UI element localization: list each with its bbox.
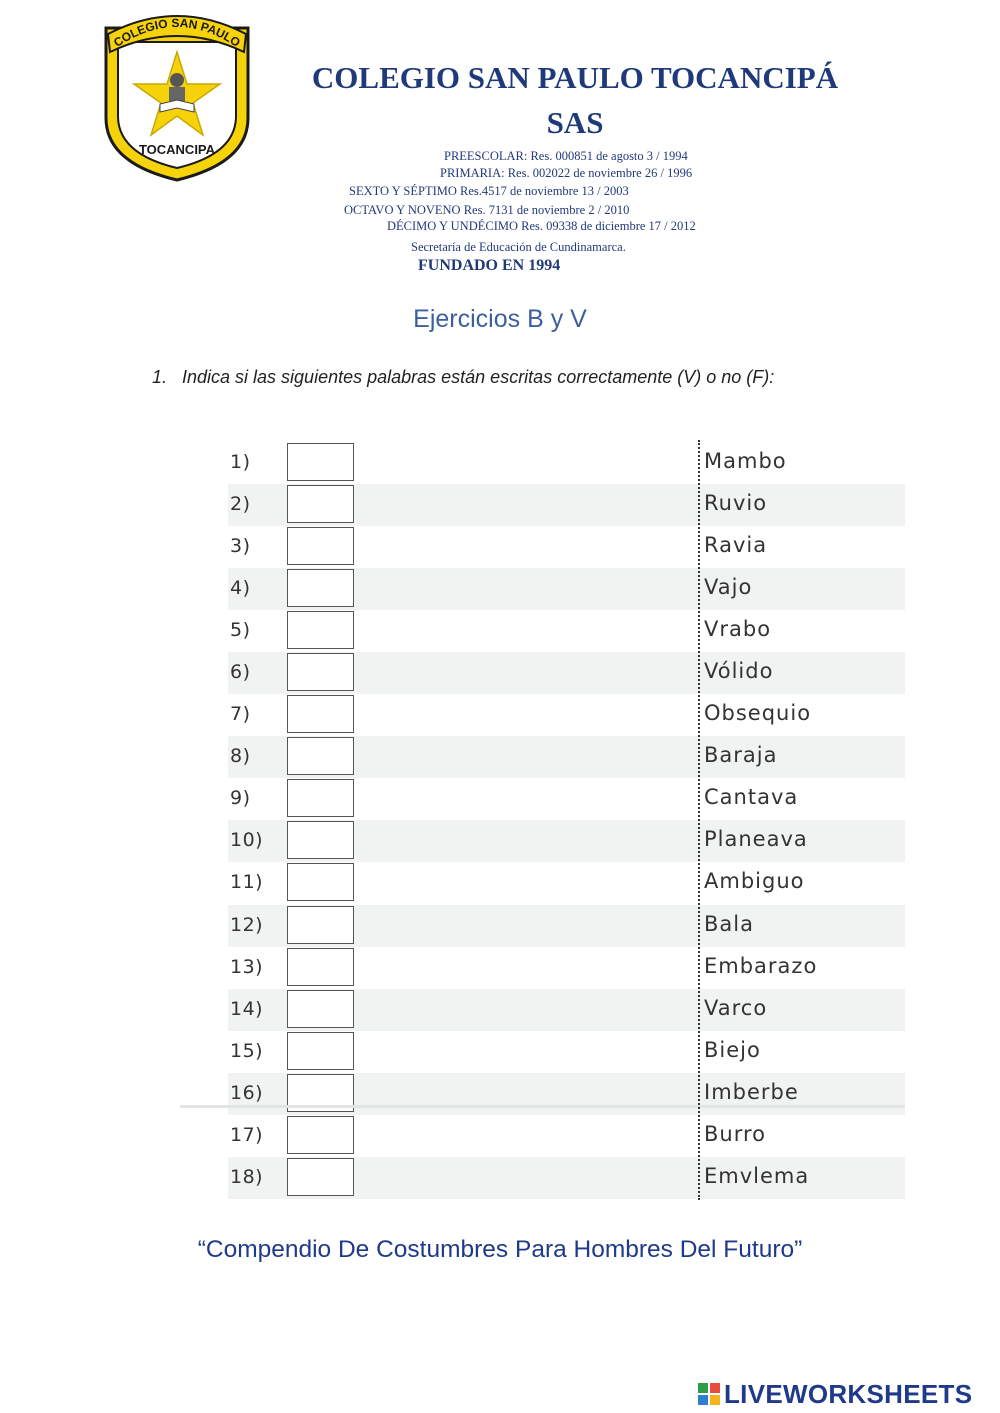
answer-box[interactable] <box>287 990 354 1028</box>
item-number: 11) <box>230 871 264 894</box>
item-number: 2) <box>230 493 251 516</box>
item-word: Cantava <box>704 785 799 810</box>
item-word: Baraja <box>704 743 778 768</box>
instruction-text: Indica si las siguientes palabras están escritas correctamente (V) o no (F): <box>182 367 775 387</box>
item-number: 4) <box>230 577 251 600</box>
item-number: 1) <box>230 451 251 473</box>
answer-box[interactable] <box>287 1116 354 1154</box>
answer-box[interactable] <box>287 695 354 733</box>
table-row <box>228 820 905 862</box>
table-row <box>228 526 905 568</box>
answer-box[interactable] <box>287 1032 354 1070</box>
item-number: 8) <box>230 745 251 768</box>
item-word: Imberbe <box>704 1079 799 1104</box>
table-row <box>228 610 905 652</box>
table-row <box>228 1115 905 1157</box>
item-word: Mambo <box>704 449 787 473</box>
table-row <box>228 652 905 694</box>
table-row <box>228 778 905 820</box>
instruction <box>152 367 774 388</box>
word-table <box>228 442 905 1199</box>
item-word: Vajo <box>704 575 753 600</box>
item-word: Embarazo <box>704 953 818 978</box>
liveworksheets-text: LIVEWORKSHEETS <box>724 1378 973 1409</box>
item-number: 14) <box>230 997 264 1020</box>
table-row <box>228 484 905 526</box>
answer-box[interactable] <box>287 821 354 859</box>
resolution-primaria: PRIMARIA: Res. 002022 de noviembre 26 / 1996 <box>440 166 693 180</box>
answer-box[interactable] <box>287 948 354 986</box>
resolution-preescolar: PREESCOLAR: Res. 000851 de agosto 3 / 1994 <box>444 149 688 163</box>
table-row <box>228 947 905 989</box>
table-row <box>228 1157 905 1199</box>
item-word: Burro <box>704 1121 767 1146</box>
item-word: Ruvio <box>704 491 768 516</box>
table-row <box>228 442 905 484</box>
item-word: Ravia <box>704 533 768 558</box>
item-word: Bala <box>704 911 754 936</box>
liveworksheets-watermark <box>698 1377 972 1411</box>
faint-divider <box>180 1105 905 1108</box>
table-row <box>228 1073 905 1115</box>
motto: “Compendio De Costumbres Para Hombres Del Futuro” <box>197 1236 803 1263</box>
item-word: Obsequio <box>704 701 812 726</box>
item-number: 13) <box>230 955 264 978</box>
school-title-line2: SAS <box>546 105 604 140</box>
answer-box[interactable] <box>287 527 354 565</box>
table-row <box>228 905 905 947</box>
item-word: Biejo <box>704 1037 761 1062</box>
answer-box[interactable] <box>287 737 354 775</box>
crest-bottom-text: TOCANCIPA <box>138 142 216 157</box>
answer-box[interactable] <box>287 863 354 901</box>
dotted-column-divider <box>698 440 700 1200</box>
item-word: Varco <box>704 995 768 1020</box>
item-word: Ambiguo <box>704 869 805 894</box>
resolution-octavo-noveno: OCTAVO Y NOVENO Res. 7131 de noviembre 2 / 2010 <box>344 203 630 217</box>
answer-box[interactable] <box>287 906 354 944</box>
item-number: 5) <box>230 619 251 642</box>
item-number: 12) <box>230 913 264 936</box>
item-number: 9) <box>230 787 251 810</box>
item-number: 15) <box>230 1039 264 1062</box>
item-number: 16) <box>230 1081 264 1104</box>
item-word: Planeava <box>704 827 808 852</box>
answer-box[interactable] <box>287 653 354 691</box>
table-row <box>228 694 905 736</box>
item-word: Vólido <box>704 659 774 684</box>
liveworksheets-logo-icon <box>698 1383 720 1405</box>
item-word: Vrabo <box>704 617 772 642</box>
school-crest-logo <box>98 8 256 184</box>
answer-box[interactable] <box>287 485 354 523</box>
item-number: 18) <box>230 1165 264 1188</box>
school-title-line1: COLEGIO SAN PAULO TOCANCIPÁ <box>311 60 839 95</box>
item-number: 6) <box>230 661 251 684</box>
answer-box[interactable] <box>287 569 354 607</box>
crest-ribbon-text: COLEGIO SAN PAULO <box>111 15 243 50</box>
item-number: 7) <box>230 703 251 726</box>
answer-box[interactable] <box>287 443 354 481</box>
table-row <box>228 736 905 778</box>
answer-box[interactable] <box>287 1158 354 1196</box>
resolution-decimo-undecimo: DÉCIMO Y UNDÉCIMO Res. 09338 de diciembre 17 / 2012 <box>387 219 696 233</box>
founded-text: FUNDADO EN 1994 <box>418 257 561 274</box>
table-row <box>228 989 905 1031</box>
answer-box[interactable] <box>287 611 354 649</box>
answer-box[interactable] <box>287 779 354 817</box>
table-row <box>228 568 905 610</box>
item-number: 10) <box>230 829 264 852</box>
table-row <box>228 862 905 904</box>
table-row <box>228 1031 905 1073</box>
secretaria-text: Secretaría de Educación de Cundinamarca. <box>411 240 626 254</box>
exercise-title: Ejercicios B y V <box>413 305 587 333</box>
item-word: Emvlema <box>704 1163 810 1188</box>
item-number: 3) <box>230 535 251 558</box>
item-number: 17) <box>230 1123 264 1146</box>
instruction-number: 1. <box>152 367 168 387</box>
resolution-sexto-septimo: SEXTO Y SÉPTIMO Res.4517 de noviembre 13 / 2003 <box>349 184 629 198</box>
